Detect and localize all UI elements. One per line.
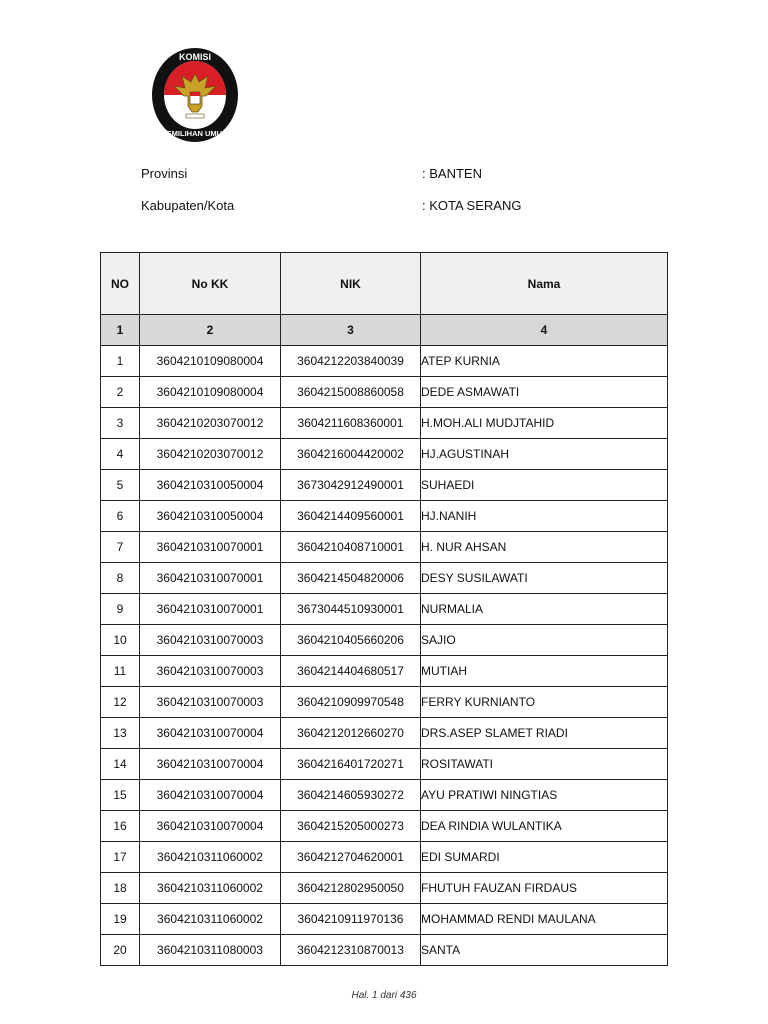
cell-no: 7 <box>101 532 140 563</box>
table-row <box>101 470 668 501</box>
logo-bottom-text: PEMILIHAN UMUM <box>161 129 229 138</box>
table-row <box>101 408 668 439</box>
cell-no-kk: 3604210311080003 <box>140 935 281 966</box>
cell-no-kk: 3604210310070003 <box>140 625 281 656</box>
cell-no: 9 <box>101 594 140 625</box>
column-number: 2 <box>140 315 281 346</box>
cell-nama: DEA RINDIA WULANTIKA <box>421 811 668 842</box>
cell-no-kk: 3604210310050004 <box>140 501 281 532</box>
cell-nik: 3604212704620001 <box>281 842 421 873</box>
column-number: 3 <box>281 315 421 346</box>
table-header-row <box>101 253 668 315</box>
table-row <box>101 532 668 563</box>
cell-no: 15 <box>101 780 140 811</box>
cell-nik: 3604215205000273 <box>281 811 421 842</box>
cell-no: 6 <box>101 501 140 532</box>
kpu-logo <box>150 46 240 144</box>
cell-nik: 3604210909970548 <box>281 687 421 718</box>
cell-nik: 3604212310870013 <box>281 935 421 966</box>
table-row <box>101 749 668 780</box>
table-row <box>101 656 668 687</box>
cell-nik: 3604210911970136 <box>281 904 421 935</box>
cell-no: 12 <box>101 687 140 718</box>
cell-no: 17 <box>101 842 140 873</box>
table-row <box>101 439 668 470</box>
column-number-row <box>101 315 668 346</box>
cell-nik: 3604216004420002 <box>281 439 421 470</box>
cell-nik: 3673044510930001 <box>281 594 421 625</box>
cell-no: 19 <box>101 904 140 935</box>
column-header-nama: Nama <box>421 253 668 315</box>
cell-nik: 3604212802950050 <box>281 873 421 904</box>
cell-no-kk: 3604210310070001 <box>140 563 281 594</box>
cell-no: 16 <box>101 811 140 842</box>
cell-no-kk: 3604210203070012 <box>140 408 281 439</box>
cell-nik: 3604210405660206 <box>281 625 421 656</box>
cell-no: 10 <box>101 625 140 656</box>
cell-no: 20 <box>101 935 140 966</box>
column-number: 1 <box>101 315 140 346</box>
cell-nama: ATEP KURNIA <box>421 346 668 377</box>
cell-no-kk: 3604210310070004 <box>140 749 281 780</box>
cell-nama: MOHAMMAD RENDI MAULANA <box>421 904 668 935</box>
voter-table <box>100 252 668 966</box>
table-row <box>101 625 668 656</box>
cell-nama: FHUTUH FAUZAN FIRDAUS <box>421 873 668 904</box>
cell-no: 14 <box>101 749 140 780</box>
table-row <box>101 563 668 594</box>
cell-nik: 3604210408710001 <box>281 532 421 563</box>
table-row <box>101 594 668 625</box>
cell-no-kk: 3604210310070003 <box>140 656 281 687</box>
cell-nama: H.MOH.ALI MUDJTAHID <box>421 408 668 439</box>
cell-no-kk: 3604210109080004 <box>140 346 281 377</box>
cell-nama: AYU PRATIWI NINGTIAS <box>421 780 668 811</box>
cell-no: 18 <box>101 873 140 904</box>
cell-no: 4 <box>101 439 140 470</box>
table-row <box>101 718 668 749</box>
table-row <box>101 780 668 811</box>
column-header-no-kk: No KK <box>140 253 281 315</box>
cell-nama: H. NUR AHSAN <box>421 532 668 563</box>
table-row <box>101 873 668 904</box>
cell-nama: EDI SUMARDI <box>421 842 668 873</box>
cell-no-kk: 3604210310070004 <box>140 811 281 842</box>
cell-no: 5 <box>101 470 140 501</box>
column-header-nik: NIK <box>281 253 421 315</box>
cell-no-kk: 3604210310070003 <box>140 687 281 718</box>
cell-nama: ROSITAWATI <box>421 749 668 780</box>
cell-nama: MUTIAH <box>421 656 668 687</box>
province-value: : BANTEN <box>422 166 482 181</box>
cell-nama: HJ.AGUSTINAH <box>421 439 668 470</box>
cell-no: 13 <box>101 718 140 749</box>
cell-no: 8 <box>101 563 140 594</box>
cell-nik: 3604216401720271 <box>281 749 421 780</box>
cell-no: 11 <box>101 656 140 687</box>
cell-no-kk: 3604210203070012 <box>140 439 281 470</box>
cell-no: 3 <box>101 408 140 439</box>
cell-nama: DEDE ASMAWATI <box>421 377 668 408</box>
cell-no: 2 <box>101 377 140 408</box>
table-row <box>101 935 668 966</box>
cell-nik: 3673042912490001 <box>281 470 421 501</box>
cell-no-kk: 3604210310050004 <box>140 470 281 501</box>
table-row <box>101 687 668 718</box>
cell-nama: SANTA <box>421 935 668 966</box>
cell-no: 1 <box>101 346 140 377</box>
column-header-no: NO <box>101 253 140 315</box>
city-label: Kabupaten/Kota <box>141 198 235 213</box>
cell-nama: SUHAEDI <box>421 470 668 501</box>
city-value: : KOTA SERANG <box>422 198 522 213</box>
cell-no-kk: 3604210311060002 <box>140 904 281 935</box>
cell-nama: NURMALIA <box>421 594 668 625</box>
cell-no-kk: 3604210310070004 <box>140 718 281 749</box>
cell-nama: HJ.NANIH <box>421 501 668 532</box>
table-row <box>101 904 668 935</box>
province-label: Provinsi <box>141 166 188 181</box>
cell-nik: 3604214404680517 <box>281 656 421 687</box>
cell-nik: 3604212012660270 <box>281 718 421 749</box>
cell-no-kk: 3604210109080004 <box>140 377 281 408</box>
cell-nama: SAJIO <box>421 625 668 656</box>
cell-nama: FERRY KURNIANTO <box>421 687 668 718</box>
cell-nama: DESY SUSILAWATI <box>421 563 668 594</box>
cell-nik: 3604211608360001 <box>281 408 421 439</box>
cell-nik: 3604214605930272 <box>281 780 421 811</box>
cell-no-kk: 3604210310070001 <box>140 532 281 563</box>
column-number: 4 <box>421 315 668 346</box>
cell-no-kk: 3604210311060002 <box>140 873 281 904</box>
table-row <box>101 377 668 408</box>
logo-top-text: KOMISI <box>178 52 212 62</box>
cell-nik: 3604212203840039 <box>281 346 421 377</box>
cell-no-kk: 3604210310070004 <box>140 780 281 811</box>
table-row <box>101 842 668 873</box>
cell-no-kk: 3604210310070001 <box>140 594 281 625</box>
cell-no-kk: 3604210311060002 <box>140 842 281 873</box>
cell-nama: DRS.ASEP SLAMET RIADI <box>421 718 668 749</box>
page-number: Hal. 1 dari 436 <box>351 990 417 1001</box>
cell-nik: 3604214504820006 <box>281 563 421 594</box>
table-row <box>101 501 668 532</box>
table-row <box>101 346 668 377</box>
cell-nik: 3604214409560001 <box>281 501 421 532</box>
table-row <box>101 811 668 842</box>
cell-nik: 3604215008860058 <box>281 377 421 408</box>
